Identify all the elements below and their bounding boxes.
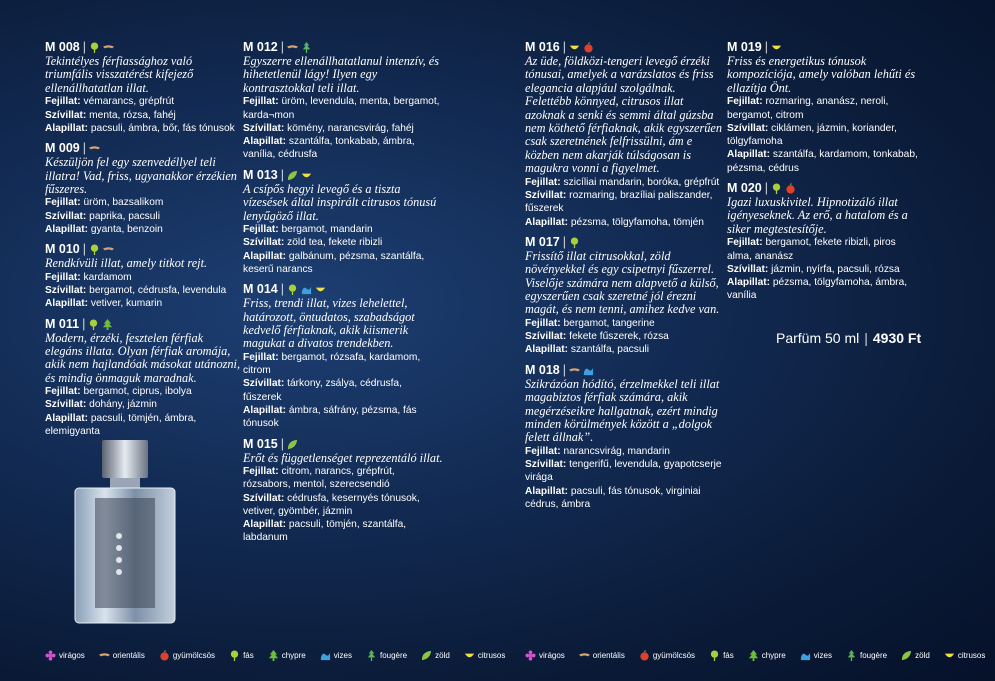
note-label: Alapillat: — [525, 485, 569, 497]
note-label: Fejillat: — [243, 465, 279, 477]
citrusos-icon — [315, 284, 326, 295]
code-separator: | — [280, 436, 284, 451]
fougère-icon — [301, 42, 312, 53]
note-value: zöld tea, fekete ribizli — [287, 237, 383, 249]
note-value: dohány, jázmin — [89, 399, 157, 411]
product-description: Igazi luxuskivitel. Hipnotizáló illat igényeseknek. Az erő, a hatalom és a siker megtestesítője. — [727, 195, 908, 236]
note-label: Szívillat: — [525, 331, 567, 343]
scent-note — [243, 135, 443, 162]
legend-item — [639, 650, 695, 661]
scent-note — [727, 276, 919, 303]
legend-label: gyümölcsös — [172, 651, 216, 660]
code-separator: | — [82, 242, 86, 257]
legend-right — [525, 650, 995, 661]
product-code — [727, 181, 919, 196]
legend-label: gyümölcsös — [652, 651, 696, 660]
right-column-2 — [727, 40, 919, 303]
right-column-1 — [525, 40, 723, 511]
legend-label: orientális — [592, 651, 625, 660]
note-label: Fejillat: — [727, 96, 763, 108]
scent-note — [525, 343, 723, 356]
legend-label: zöld — [435, 651, 450, 660]
legend-label: virágos — [59, 651, 85, 660]
note-value: ámbra, sáfrány, pézsma, fás tónusok — [243, 404, 417, 430]
note-label: Szívillat: — [727, 122, 769, 134]
fás-icon — [229, 650, 240, 661]
scent-note — [45, 271, 240, 284]
note-value: vémarancs, grépfrút — [83, 96, 175, 108]
legend-label: citrusos — [477, 651, 506, 660]
scent-note — [45, 385, 240, 398]
scent-note — [45, 109, 240, 122]
note-value: szicíliai mandarin, boróka, grépfrút — [563, 176, 720, 188]
perfume-bottle — [70, 440, 180, 625]
note-label: Szívillat: — [727, 263, 769, 275]
scent-note — [525, 317, 723, 330]
product-code — [525, 235, 723, 250]
note-value: rozmaring, ananász, neroli, bergamot, citrom — [727, 96, 889, 121]
note-label: Alapillat: — [45, 298, 89, 310]
product-code-text: M 018 — [525, 362, 560, 377]
legend-item — [901, 650, 930, 661]
note-value: szantálfa, kardamom, tonkabab, pézsma, cédrus — [727, 149, 918, 174]
product-description: A csípős hegyi levegő és a tiszta vízesések által inspirált citrusos tónusú lenyűgöző illat. — [243, 181, 437, 223]
price-box — [776, 330, 921, 346]
scent-note — [525, 189, 723, 216]
product-code — [45, 40, 240, 55]
code-separator: | — [562, 234, 566, 249]
virágos-icon — [45, 650, 56, 661]
legend-label: fás — [723, 651, 734, 660]
note-label: Alapillat: — [243, 136, 287, 148]
scent-note — [525, 445, 723, 458]
scent-note — [243, 377, 443, 404]
note-value: pézsma, tölgyfamoha, tömjén — [570, 216, 704, 228]
code-separator: | — [280, 167, 284, 182]
orientális-icon — [99, 650, 110, 661]
orientális-icon — [287, 42, 298, 53]
note-label: Alapillat: — [243, 519, 287, 531]
note-value: pacsuli, tömjén, szantálfa, labdanum — [243, 519, 407, 544]
product-description: Rendkívüli illat, amely titkot rejt. — [45, 256, 208, 271]
note-label: Alapillat: — [727, 277, 771, 289]
legend-label: citrusos — [957, 651, 986, 660]
legend-item — [525, 650, 565, 661]
note-label: Szívillat: — [243, 122, 285, 134]
citrusos-icon — [301, 170, 312, 181]
scent-note — [727, 95, 919, 122]
left-column-1 — [45, 40, 240, 438]
scent-note — [45, 196, 240, 209]
vizes-icon — [320, 650, 331, 661]
legend-item — [159, 650, 215, 661]
scent-note — [727, 263, 919, 276]
product-description: Frissítő illat citrusokkal, zöld növényekkel és egy csipetnyi fűszerrel. Viselője számára nem alapvető a külső, egyszerűen csak szeretné jól érezni magát, és nem tenni, amihez kedve van. — [525, 248, 720, 317]
note-label: Fejillat: — [45, 271, 81, 283]
legend-label: vizes — [813, 651, 832, 660]
product-code — [243, 437, 443, 452]
citrusos-icon — [464, 650, 475, 661]
note-value: bergamot, rózsafa, kardamom, citrom — [243, 351, 421, 377]
note-value: pacsuli, tömjén, ámbra, elemigyanta — [45, 412, 197, 438]
scent-note — [525, 216, 723, 229]
note-label: Fejillat: — [727, 237, 763, 249]
fougère-icon — [846, 650, 857, 661]
note-value: pacsuli, fás tónusok, virginiai cédrus, ámbra — [525, 485, 701, 510]
legend-label: chypre — [281, 651, 306, 660]
gyümölcsös-icon — [583, 42, 594, 53]
note-label: Fejillat: — [45, 96, 81, 108]
scent-note — [45, 284, 240, 297]
code-separator: | — [82, 141, 86, 156]
note-label: Fejillat: — [243, 351, 279, 363]
product-code — [45, 242, 240, 257]
note-label: Fejillat: — [525, 176, 561, 188]
legend-item — [709, 650, 734, 661]
note-label: Szívillat: — [525, 189, 567, 201]
note-value: tárkony, zsálya, cédrusfa, fűszerek — [243, 378, 402, 403]
product-description: Modern, érzéki, fesztelen férfiak elegáns illata. Olyan férfiak aromája, akik nem hajlandóak másokat utánozni, és mindig önmaguk maradnak. — [45, 330, 241, 385]
gyümölcsös-icon — [785, 183, 796, 194]
note-value: citrom, narancs, grépfrút, rózsabors, mentol, szerecsendió — [243, 465, 395, 491]
code-separator: | — [82, 316, 86, 331]
legend-item — [464, 650, 506, 661]
scent-note — [525, 176, 723, 189]
product-code-text: M 012 — [243, 40, 278, 54]
scent-note — [243, 95, 443, 122]
legend-item — [99, 650, 145, 661]
scent-note — [45, 210, 240, 223]
legend-item — [579, 650, 625, 661]
note-value: vetiver, kumarin — [90, 298, 163, 310]
legend-item — [748, 650, 786, 661]
product-description: Friss és energetikus tónusok kompozíciója, amely valóban lehűti és ellazítja Önt. — [727, 54, 916, 95]
product-description: Az üde, földközi-tengeri levegő érzéki tónusai, amelyek a varázslatos és friss elegancia alapjául szolgálnak. Felettébb könnyed, citrusos illat azoknak a senki és semmi által gúzsba nem köthető férfiaknak, akik egyszerűen csak szeretnének felfrissülni, ám e közben nem akarják túlságosan is magukra vonni a figyelmet. — [525, 54, 723, 176]
scent-note — [525, 485, 723, 512]
product-code-text: M 017 — [525, 234, 560, 249]
zöld-icon — [287, 439, 298, 450]
note-value: paprika, pacsuli — [89, 210, 160, 222]
scent-note — [243, 492, 443, 519]
note-value: szantálfa, tonkabab, ámbra, vanília, cédrusfa — [243, 136, 415, 161]
legend-label: chypre — [761, 651, 786, 660]
product-code-text: M 009 — [45, 141, 80, 156]
gyümölcsös-icon — [159, 650, 170, 661]
note-label: Fejillat: — [45, 386, 81, 398]
code-separator: | — [82, 40, 86, 54]
legend-item — [45, 650, 85, 661]
product-description: Készüljön fel egy szenvedéllyel teli illatra! Vad, friss, ugyanakkor érzékien fűszeres. — [45, 155, 237, 196]
product-code — [727, 40, 919, 55]
note-value: bergamot, tangerine — [563, 317, 655, 329]
note-label: Alapillat: — [45, 122, 89, 134]
orientális-icon — [103, 42, 114, 53]
code-separator: | — [764, 40, 768, 54]
zöld-icon — [421, 650, 432, 661]
product-code-text: M 014 — [243, 282, 278, 297]
legend-label: fougère — [859, 651, 888, 660]
product-code — [243, 168, 443, 183]
fás-icon — [89, 244, 100, 255]
vizes-icon — [800, 650, 811, 661]
scent-note — [243, 223, 443, 236]
note-value: kömény, narancsvirág, fahéj — [287, 122, 414, 134]
note-label: Szívillat: — [45, 109, 87, 121]
legend-item — [268, 650, 306, 661]
note-label: Szívillat: — [243, 237, 285, 249]
note-value: gyanta, benzoin — [90, 223, 163, 235]
product-code-text: M 010 — [45, 242, 80, 257]
note-label: Alapillat: — [525, 344, 569, 356]
scent-note — [727, 148, 919, 175]
fás-icon — [89, 42, 100, 53]
note-label: Alapillat: — [45, 223, 89, 235]
note-value: tengerifű, levendula, gyapotcserje virága — [525, 459, 722, 484]
scent-note — [243, 465, 443, 492]
note-value: bergamot, fekete ribizli, piros alma, ananász — [727, 237, 896, 262]
note-value: üröm, bazsalikom — [83, 197, 164, 209]
note-label: Szívillat: — [45, 399, 87, 411]
product-description: Tekintélyes férfiassághoz való triumfális visszatérést kifejező ellenállhatatlan illat. — [45, 54, 194, 95]
product-code — [525, 40, 723, 55]
vizes-icon — [301, 284, 312, 295]
zöld-icon — [287, 170, 298, 181]
note-label: Fejillat: — [243, 96, 279, 108]
note-label: Szívillat: — [45, 284, 87, 296]
code-separator: | — [280, 40, 284, 54]
note-label: Alapillat: — [727, 149, 771, 161]
legend-label: virágos — [539, 651, 565, 660]
scent-note — [727, 122, 919, 149]
scent-note — [45, 297, 240, 310]
note-value: galbánum, pézsma, szantálfa, keserű narancs — [243, 250, 425, 275]
fás-icon — [709, 650, 720, 661]
scent-note — [45, 412, 240, 439]
legend-item — [421, 650, 450, 661]
note-value: cédrusfa, kesernyés tónusok, vetiver, gyömbér, jázmin — [243, 492, 420, 517]
scent-note — [243, 236, 443, 249]
left-column-2 — [243, 40, 443, 545]
code-separator: | — [764, 181, 768, 195]
note-value: jázmin, nyírfa, pacsuli, rózsa — [771, 263, 900, 275]
product-code — [525, 363, 723, 378]
scent-note — [45, 223, 240, 236]
scent-note — [727, 236, 919, 263]
price-separator: | — [864, 330, 868, 346]
zöld-icon — [901, 650, 912, 661]
legend-label: vizes — [333, 651, 352, 660]
legend-item — [320, 650, 352, 661]
code-separator: | — [562, 40, 566, 54]
citrusos-icon — [569, 42, 580, 53]
note-value: szantálfa, pacsuli — [570, 344, 650, 356]
note-label: Fejillat: — [525, 317, 561, 329]
product-code-text: M 011 — [45, 316, 80, 331]
scent-note — [243, 250, 443, 277]
chypre-icon — [748, 650, 759, 661]
note-label: Alapillat: — [525, 216, 569, 228]
legend-label: orientális — [112, 651, 145, 660]
price-label: Parfüm 50 ml — [776, 330, 860, 346]
scent-note — [525, 330, 723, 343]
fougère-icon — [366, 650, 377, 661]
fás-icon — [569, 237, 580, 248]
scent-note — [525, 458, 723, 485]
legend-item — [366, 650, 407, 661]
gyümölcsös-icon — [639, 650, 650, 661]
product-code-text: M 020 — [727, 181, 762, 195]
scent-note — [45, 95, 240, 108]
orientális-icon — [569, 365, 580, 376]
citrusos-icon — [771, 42, 782, 53]
product-code — [243, 282, 443, 297]
legend-label: fás — [243, 651, 254, 660]
note-label: Fejillat: — [45, 197, 81, 209]
scent-note — [45, 398, 240, 411]
product-description: Egyszerre ellenállhatatlanul intenzív, és hihetetlenül lágy! Ilyen egy kontrasztokkal teli illat. — [243, 54, 440, 95]
product-description: Friss, trendi illat, vizes lehelettel, határozott, öntudatos, szabadságot kedvelő férfiaknak, akik kiismerik magukat a divatos trendekben. — [243, 296, 415, 351]
legend-item — [944, 650, 986, 661]
product-code — [243, 40, 443, 55]
citrusos-icon — [944, 650, 955, 661]
legend-item — [846, 650, 887, 661]
virágos-icon — [525, 650, 536, 661]
note-label: Alapillat: — [45, 412, 89, 424]
code-separator: | — [280, 282, 284, 297]
chypre-icon — [268, 650, 279, 661]
price-value: 4930 Ft — [872, 330, 922, 346]
code-separator: | — [562, 362, 566, 377]
product-code — [45, 317, 240, 332]
fás-icon — [88, 319, 99, 330]
note-label: Szívillat: — [243, 378, 285, 390]
note-value: bergamot, ciprus, ibolya — [83, 386, 192, 398]
product-description: Szikrázóan hódító, érzelmekkel teli illat magabiztos férfiak számára, akik megérzéseikre hallgatnak, ezért mindig minden körülmények között a „dolgok felett állnak”. — [525, 376, 720, 445]
note-value: pacsuli, ámbra, bőr, fás tónusok — [90, 122, 235, 134]
product-code-text: M 008 — [45, 40, 80, 54]
product-code-text: M 015 — [243, 436, 278, 451]
fás-icon — [287, 284, 298, 295]
orientális-icon — [579, 650, 590, 661]
note-value: rozmaring, brazíliai paliszander, fűszerek — [525, 189, 713, 215]
legend-item — [229, 650, 254, 661]
note-value: bergamot, mandarin — [281, 223, 373, 235]
note-label: Alapillat: — [243, 250, 287, 262]
note-value: fekete fűszerek, rózsa — [569, 331, 669, 343]
note-label: Fejillat: — [243, 223, 279, 235]
legend-left — [45, 650, 515, 661]
note-value: narancsvirág, mandarin — [563, 445, 670, 457]
note-value: ciklámen, jázmin, koriander, tölgyfamoha — [727, 122, 897, 148]
note-label: Szívillat: — [243, 492, 285, 504]
note-value: pézsma, tölgyfamoha, ámbra, vanília — [727, 277, 908, 302]
product-code-text: M 013 — [243, 167, 278, 182]
note-value: kardamom — [83, 271, 132, 283]
note-label: Fejillat: — [525, 445, 561, 457]
note-label: Alapillat: — [243, 404, 287, 416]
orientális-icon — [103, 244, 114, 255]
vizes-icon — [583, 365, 594, 376]
product-code — [45, 141, 240, 156]
legend-label: fougère — [379, 651, 408, 660]
note-label: Szívillat: — [525, 459, 567, 471]
legend-item — [800, 650, 832, 661]
note-value: bergamot, cédrusfa, levendula — [89, 284, 227, 296]
orientális-icon — [89, 143, 100, 154]
scent-note — [45, 122, 240, 135]
product-code-text: M 019 — [727, 40, 762, 54]
product-description: Erőt és függetlenséget reprezentáló illat. — [243, 450, 443, 465]
scent-note — [243, 518, 443, 545]
scent-note — [243, 351, 443, 378]
note-value: menta, rózsa, fahéj — [89, 109, 176, 121]
legend-label: zöld — [915, 651, 930, 660]
fás-icon — [771, 183, 782, 194]
scent-note — [243, 122, 443, 135]
note-value: üröm, levendula, menta, bergamot, karda¬mon — [243, 96, 440, 121]
product-code-text: M 016 — [525, 40, 560, 54]
chypre-icon — [102, 319, 113, 330]
note-label: Szívillat: — [45, 210, 87, 222]
scent-note — [243, 404, 443, 431]
